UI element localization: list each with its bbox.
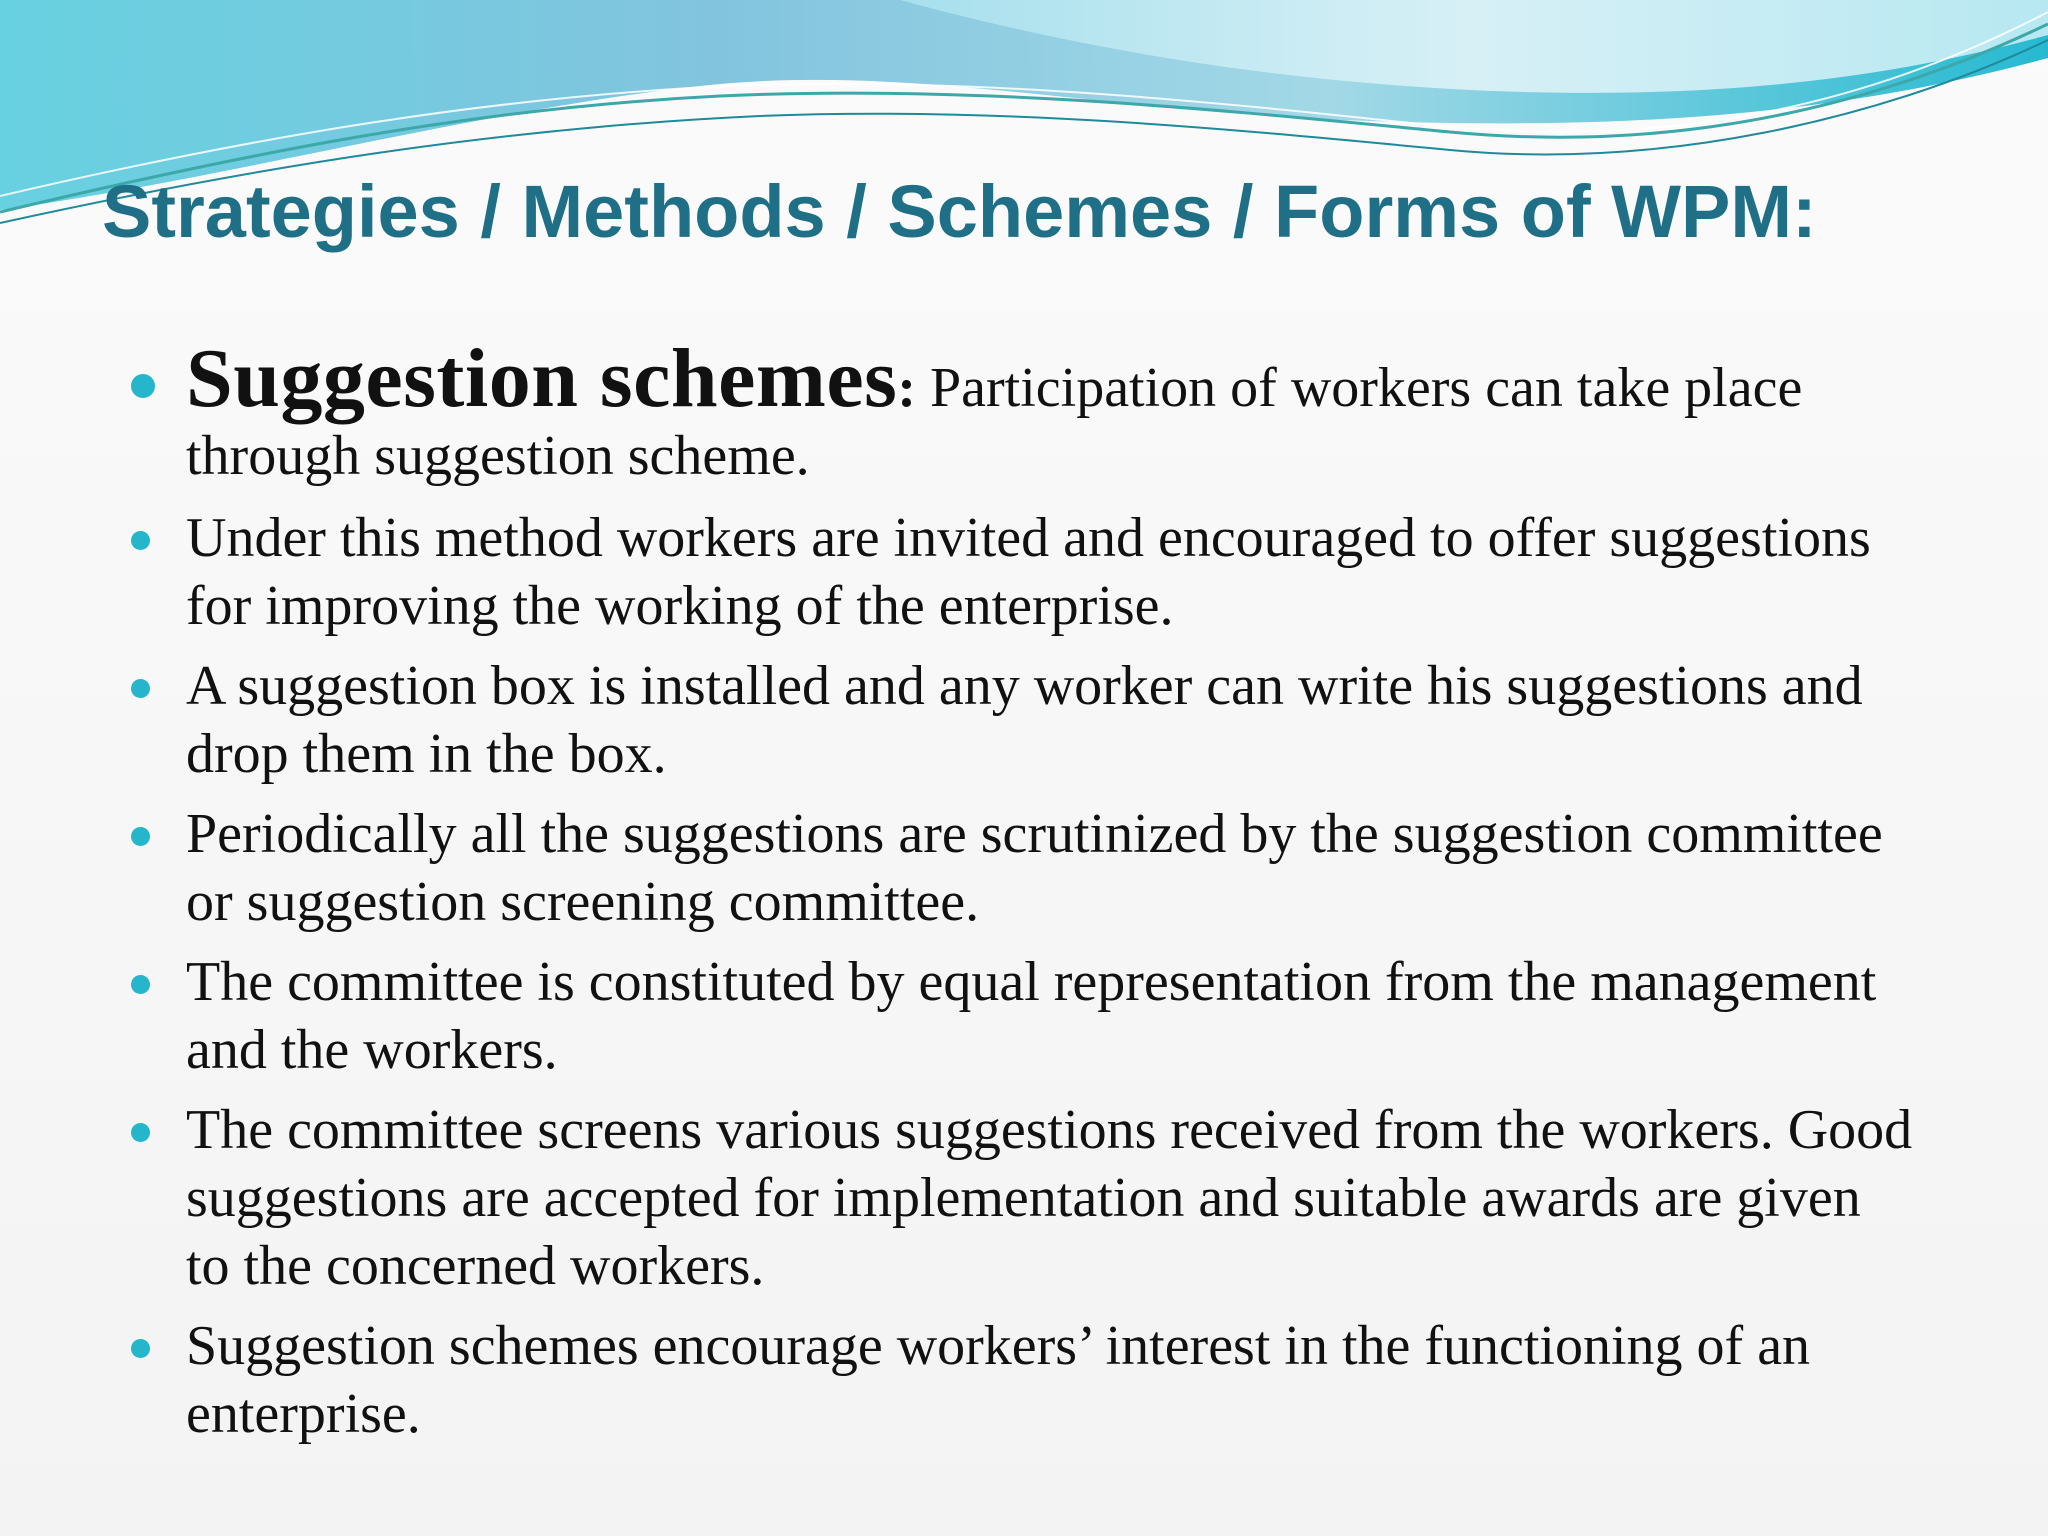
bullet-lead-separator: : (897, 357, 917, 419)
bullet-icon (131, 679, 150, 698)
bullet-icon (131, 531, 150, 550)
bullet-list (126, 332, 1916, 1460)
bullet-item-suggestion-schemes (126, 332, 1916, 490)
bullet-icon (131, 1339, 150, 1358)
bullet-item (126, 504, 1916, 640)
bullet-text: A suggestion box is installed and any worker can write his suggestions and drop them in the box. (186, 655, 1863, 785)
bullet-icon (131, 975, 150, 994)
bullet-text: The committee is constituted by equal representation from the management and the workers. (186, 951, 1877, 1081)
bullet-icon (131, 374, 155, 398)
bullet-item (126, 1312, 1916, 1448)
bullet-text: Periodically all the suggestions are scrutinized by the suggestion committee or suggestion screening committee. (186, 803, 1883, 933)
bullet-lead-text: Suggestion schemes (186, 332, 898, 425)
bullet-text: The committee screens various suggestions received from the workers. Good suggestions are accepted for implementation and suitable awards are given to the concerned workers. (186, 1099, 1913, 1297)
bullet-icon (131, 1123, 150, 1142)
bullet-item (126, 1096, 1916, 1300)
bullet-item (126, 948, 1916, 1084)
bullet-item (126, 800, 1916, 936)
bullet-text: Under this method workers are invited and encouraged to offer suggestions for improving the working of the enterprise. (186, 507, 1871, 637)
slide-title: Strategies / Methods / Schemes / Forms of WPM: (102, 170, 1817, 253)
bullet-item (126, 652, 1916, 788)
bullet-text: Suggestion schemes encourage workers’ interest in the functioning of an enterprise. (186, 1315, 1811, 1445)
bullet-text: Participation of workers can take place through suggestion scheme. (186, 357, 1803, 487)
bullet-icon (131, 827, 150, 846)
